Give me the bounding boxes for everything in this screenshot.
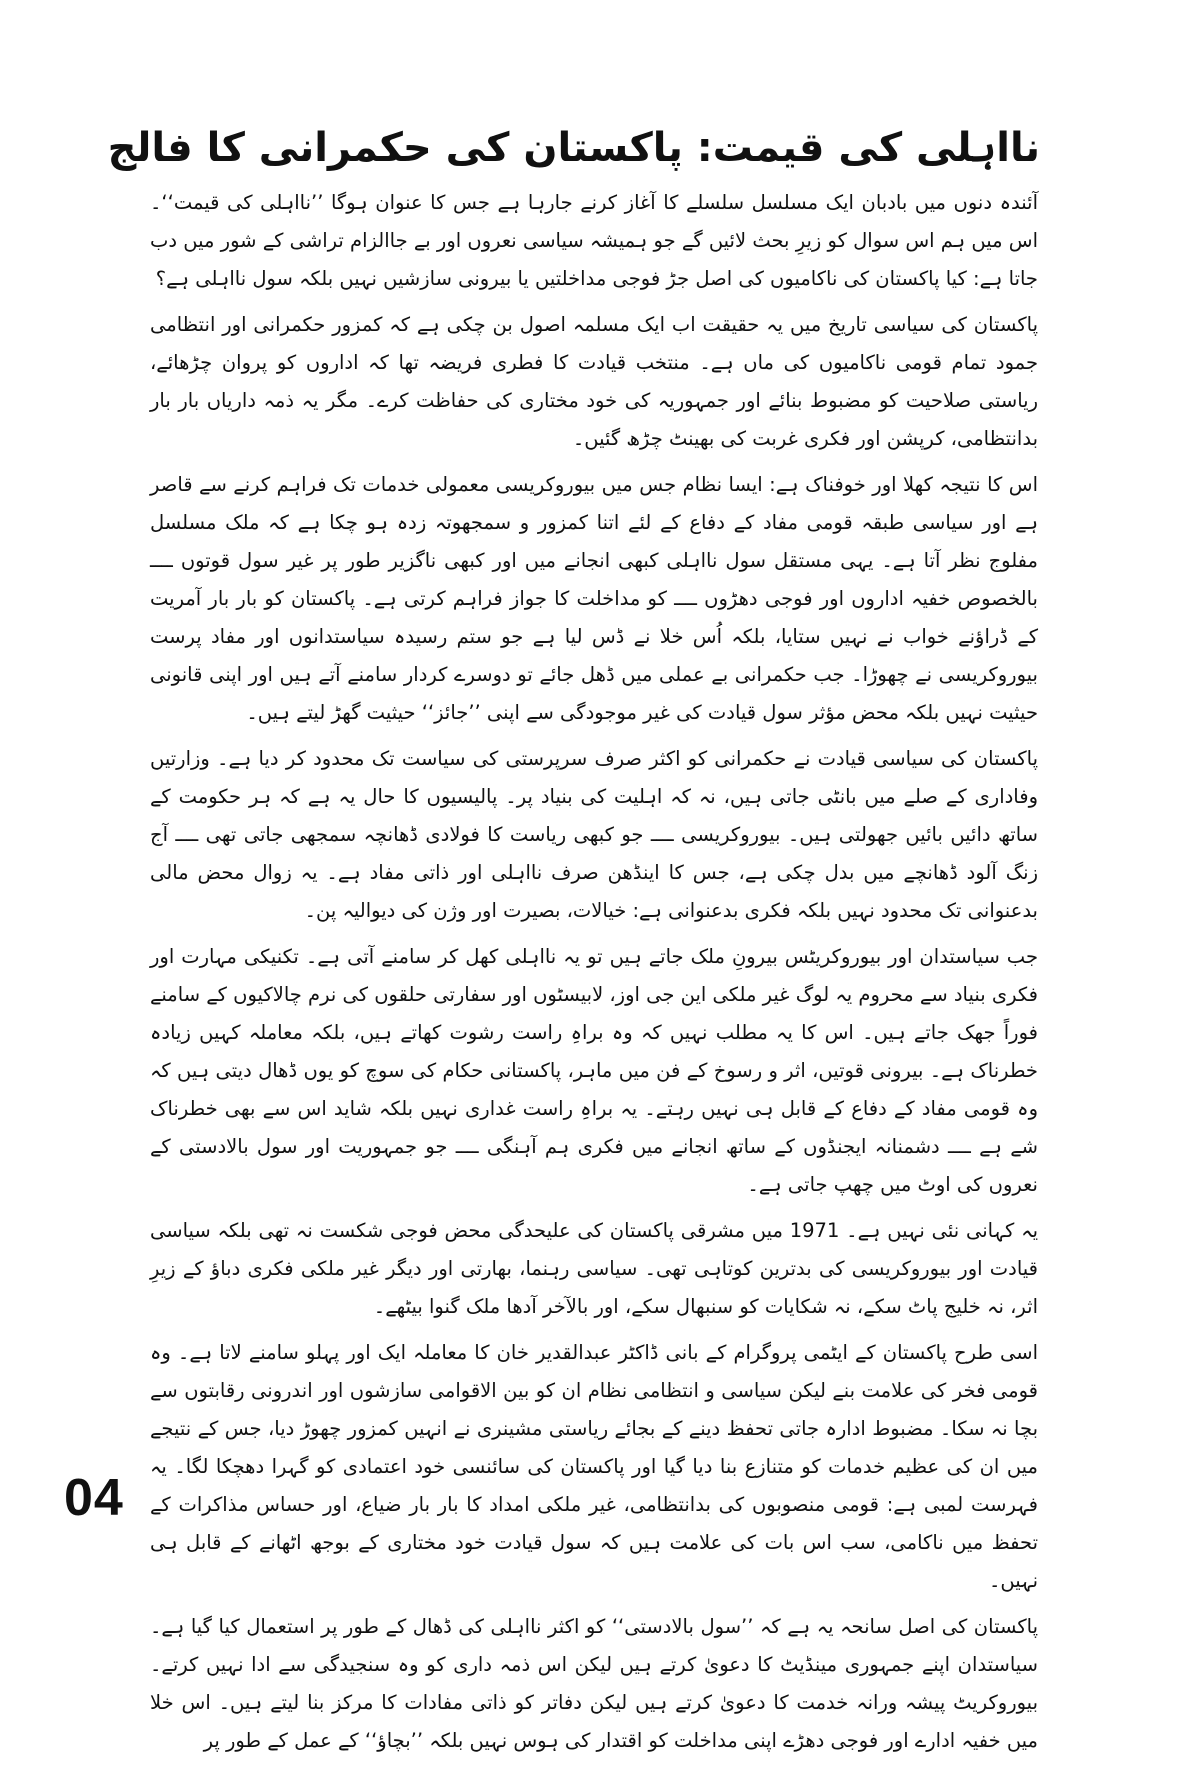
paragraph: پاکستان کی سیاسی تاریخ میں یہ حقیقت اب ایک مسلمہ اصول بن چکی ہے کہ کمزور حکمرانی اور انتظامی جمود تمام قومی ناکامیوں کی ماں ہے۔ منتخب قیادت کا فطری فریضہ تھا کہ اداروں کو پروان چڑھائے، ریاستی صلاحیت کو مضبوط بنائے اور جمہوریہ کی خود مختاری کی حفاظت کرے۔ مگر یہ ذمہ داریاں بار بار بدانتظامی، کرپشن اور فکری غربت کی بھینٹ چڑھ گئیں۔ bbox=[150, 313, 1038, 450]
article-title: نااہلی کی قیمت: پاکستان کی حکمرانی کا فالج bbox=[107, 125, 1040, 171]
paragraph: اسی طرح پاکستان کے ایٹمی پروگرام کے بانی ڈاکٹر عبدالقدیر خان کا معاملہ ایک اور پہلو سامنے لاتا ہے۔ وہ قومی فخر کی علامت بنے لیکن سیاسی و انتظامی نظام ان کو بین الاقوامی سازشوں اور اندرونی رقابتوں سے بچا نہ سکا۔ مضبوط ادارہ جاتی تحفظ دینے کے بجائے ریاستی مشینری نے انہیں کمزور چھوڑ دیا، جس کے نتیجے میں ان کی عظیم خدمات کو متنازع بنا دیا گیا اور پاکستان کی سائنسی خود اعتمادی کو گہرا دھچکا لگا۔ یہ فہرست لمبی ہے: قومی منصوبوں کی بدانتظامی، غیر ملکی امداد کا بار بار ضیاع، اور حساس مذاکرات کے تحفظ میں ناکامی، سب اس بات کی علامت ہیں کہ سول قیادت خود مختاری کے بوجھ اٹھانے کے قابل ہی نہیں۔ bbox=[150, 1341, 1038, 1592]
page-number: 04 bbox=[64, 1469, 124, 1527]
paragraph: جب سیاستدان اور بیوروکریٹس بیرونِ ملک جاتے ہیں تو یہ نااہلی کھل کر سامنے آتی ہے۔ تکنیکی مہارت اور فکری بنیاد سے محروم یہ لوگ غیر ملکی این جی اوز، لابیسٹوں اور سفارتی حلقوں کی نرم چالاکیوں کے سامنے فوراً جھک جاتے ہیں۔ اس کا یہ مطلب نہیں کہ وہ براہِ راست رشوت کھاتے ہیں، بلکہ معاملہ کہیں زیادہ خطرناک ہے۔ بیرونی قوتیں، اثر و رسوخ کے فن میں ماہر، پاکستانی حکام کی سوچ کو یوں ڈھال دیتی ہیں کہ وہ قومی مفاد کے دفاع کے قابل ہی نہیں رہتے۔ یہ براہِ راست غداری نہیں بلکہ شاید اس سے بھی خطرناک شے ہے ــــ دشمنانہ ایجنڈوں کے ساتھ انجانے میں فکری ہم آہنگی ــــ جو جمہوریت اور سول بالادستی کے نعروں کی اوٹ میں چھپ جاتی ہے۔ bbox=[150, 945, 1038, 1196]
paragraph: پاکستان کی سیاسی قیادت نے حکمرانی کو اکثر صرف سرپرستی کی سیاست تک محدود کر دیا ہے۔ وزارتیں وفاداری کے صلے میں بانٹی جاتی ہیں، نہ کہ اہلیت کی بنیاد پر۔ پالیسیوں کا حال یہ ہے کہ ہر حکومت کے ساتھ دائیں بائیں جھولتی ہیں۔ بیوروکریسی ــــ جو کبھی ریاست کا فولادی ڈھانچہ سمجھی جاتی تھی ــــ آج زنگ آلود ڈھانچے میں بدل چکی ہے، جس کا اینڈھن صرف نااہلی اور ذاتی مفاد ہے۔ یہ زوال محض مالی بدعنوانی تک محدود نہیں بلکہ فکری بدعنوانی ہے: خیالات، بصیرت اور وژن کی دیوالیہ پن۔ bbox=[150, 747, 1038, 922]
paragraph: اس کا نتیجہ کھلا اور خوفناک ہے: ایسا نظام جس میں بیوروکریسی معمولی خدمات تک فراہم کرنے سے قاصر ہے اور سیاسی طبقہ قومی مفاد کے دفاع کے لئے اتنا کمزور و سمجھوتہ زدہ ہو چکا ہے کہ ملک مسلسل مفلوج نظر آتا ہے۔ یہی مستقل سول نااہلی کبھی انجانے میں اور کبھی ناگزیر طور پر غیر سول قوتوں ــــ بالخصوص خفیہ اداروں اور فوجی دھڑوں ــــ کو مداخلت کا جواز فراہم کرتی ہے۔ پاکستان کو بار بار آمریت کے ڈراؤنے خواب نے نہیں ستایا، بلکہ اُس خلا نے ڈس لیا ہے جو ستم رسیدہ سیاستدانوں اور مفاد پرست بیوروکریسی نے چھوڑا۔ جب حکمرانی بے عملی میں ڈھل جائے تو دوسرے کردار سامنے آتے ہیں اور اپنی قانونی حیثیت نہیں بلکہ محض مؤثر سول قیادت کی غیر موجودگی سے اپنی ’’جائز‘‘ حیثیت گھڑ لیتے ہیں۔ bbox=[150, 473, 1038, 724]
paragraph: یہ کہانی نئی نہیں ہے۔ 1971 میں مشرقی پاکستان کی علیحدگی محض فوجی شکست نہ تھی بلکہ سیاسی قیادت اور بیوروکریسی کی بدترین کوتاہی تھی۔ سیاسی رہنما، بھارتی اور دیگر غیر ملکی فکری دباؤ کے زیرِ اثر، نہ خلیج پاٹ سکے، نہ شکایات کو سنبھال سکے، اور بالآخر آدھا ملک گنوا بیٹھے۔ bbox=[150, 1219, 1038, 1318]
article-body bbox=[150, 184, 1038, 1768]
paragraph: پاکستان کی اصل سانحہ یہ ہے کہ ’’سول بالادستی‘‘ کو اکثر نااہلی کی ڈھال کے طور پر استعمال کیا گیا ہے۔ سیاستدان اپنے جمہوری مینڈیٹ کا دعویٰ کرتے ہیں لیکن اس ذمہ داری کو وہ سنجیدگی سے ادا نہیں کرتے۔ بیوروکریٹ پیشہ ورانہ خدمت کا دعویٰ کرتے ہیں لیکن دفاتر کو ذاتی مفادات کا مرکز بنا لیتے ہیں۔ اس خلا میں خفیہ ادارے اور فوجی دھڑے اپنی مداخلت کو اقتدار کی ہوس نہیں بلکہ ’’بچاؤ‘‘ کے عمل کے طور پر bbox=[150, 1615, 1038, 1752]
paragraph: آئندہ دنوں میں بادبان ایک مسلسل سلسلے کا آغاز کرنے جارہا ہے جس کا عنوان ہوگا ’’نااہلی کی قیمت‘‘۔اس میں ہم اس سوال کو زیرِ بحث لائیں گے جو ہمیشہ سیاسی نعروں اور بے جاالزام تراشی کے شور میں دب جاتا ہے: کیا پاکستان کی ناکامیوں کی اصل جڑ فوجی مداخلتیں یا بیرونی سازشیں نہیں بلکہ سول نااہلی ہے؟ bbox=[150, 191, 1038, 290]
